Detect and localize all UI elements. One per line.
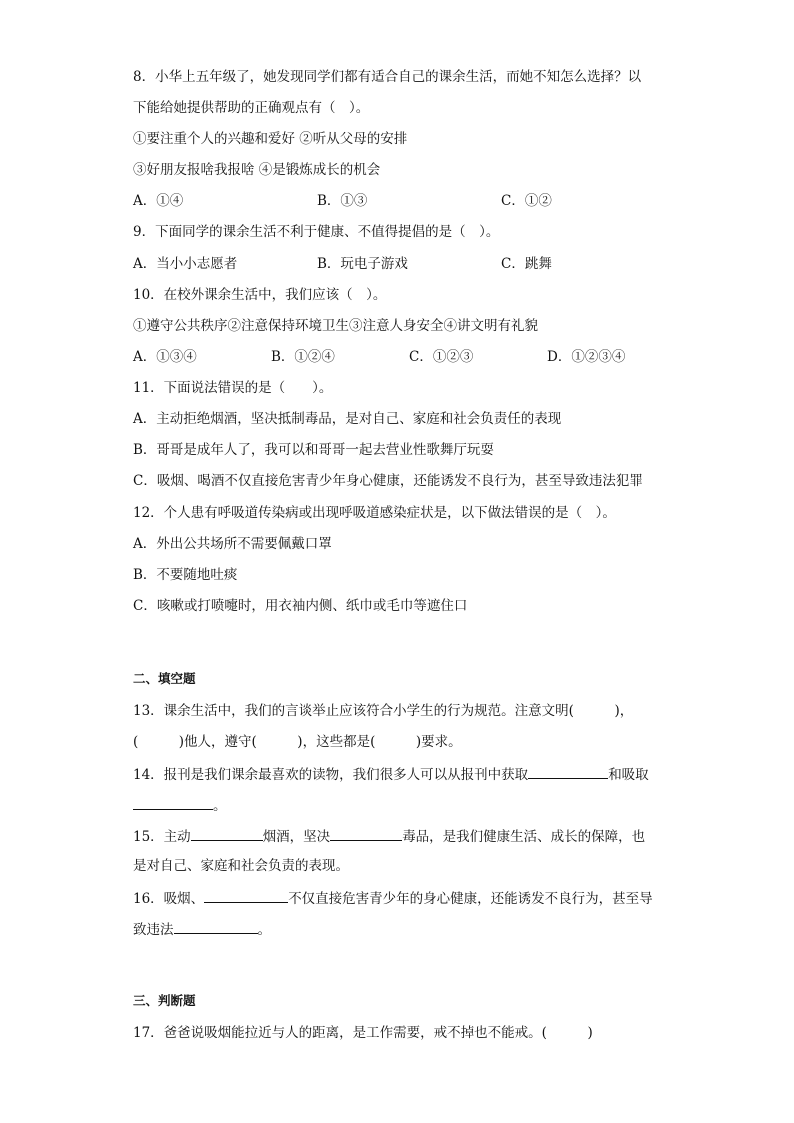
q10-option-a[interactable]: A．①③④	[133, 349, 197, 365]
q16-text-a: 16．吸烟、	[133, 891, 205, 907]
q16-line1	[133, 888, 653, 908]
q15-line1	[133, 826, 645, 846]
q8-option-a[interactable]: A．①④	[133, 193, 184, 209]
q11-stem: 11．下面说法错误的是（ ）。	[133, 380, 333, 396]
q12-option-c[interactable]: C．咳嗽或打喷嚏时，用衣袖内侧、纸巾或毛巾等遮住口	[133, 598, 468, 614]
q10-option-d[interactable]: D．①②③④	[547, 349, 626, 365]
q14-text-b: 和吸取	[608, 767, 649, 783]
q8-stem-line2: 下能给她提供帮助的正确观点有（ ）。	[133, 100, 370, 116]
q16-blank-2[interactable]	[174, 919, 258, 934]
q14-text-a: 14．报刊是我们课余最喜欢的读物，我们很多人可以从报刊中获取	[133, 767, 529, 783]
q15-blank-1[interactable]	[191, 826, 263, 841]
q13-line1: 13．课余生活中，我们的言谈举止应该符合小学生的行为规范。注意文明( )，	[133, 703, 634, 719]
q8-option-c[interactable]: C．①②	[501, 193, 552, 209]
section-judgment-title: 三、判断题	[133, 993, 196, 1008]
q8-items-line1: ①要注重个人的兴趣和爱好 ②听从父母的安排	[133, 131, 408, 147]
q12-option-a[interactable]: A．外出公共场所不需要佩戴口罩	[133, 536, 332, 552]
q9-option-a[interactable]: A．当小小志愿者	[133, 256, 238, 272]
q9-stem: 9．下面同学的课余生活不利于健康、不值得提倡的是（ ）。	[133, 224, 500, 240]
q14-blank-1[interactable]	[528, 764, 608, 779]
q15-blank-2[interactable]	[330, 826, 402, 841]
q11-option-a[interactable]: A．主动拒绝烟酒，坚决抵制毒品，是对自己、家庭和社会负责任的表现	[133, 411, 562, 427]
q10-option-c[interactable]: C．①②③	[409, 349, 474, 365]
q8-stem-line1: 8．小华上五年级了，她发现同学们都有适合自己的课余生活，而她不知怎么选择？以	[133, 69, 642, 85]
section-fill-in-title: 二、填空题	[133, 671, 196, 686]
q15-line2: 是对自己、家庭和社会负责的表现。	[133, 858, 349, 874]
q12-stem: 12．个人患有呼吸道传染病或出现呼吸道感染症状是，以下做法错误的是（ ）。	[133, 505, 616, 521]
q16-text-end: 。	[257, 922, 271, 938]
q8-items-line2: ③好朋友报啥我报啥 ④是锻炼成长的机会	[133, 162, 381, 178]
q8-option-b[interactable]: B．①③	[317, 193, 368, 209]
q16-text-c: 致违法	[133, 922, 174, 938]
q14-blank-2[interactable]	[133, 795, 213, 810]
q16-blank-1[interactable]	[204, 888, 288, 903]
q17-line: 17．爸爸说吸烟能拉近与人的距离，是工作需要，戒不掉也不能戒。( )	[133, 1025, 593, 1041]
q13-line2: ( )他人，遵守( )，这些都是( )要求。	[133, 734, 462, 750]
q9-option-c[interactable]: C．跳舞	[501, 256, 552, 272]
q10-option-b[interactable]: B．①②④	[271, 349, 335, 365]
q9-option-b[interactable]: B．玩电子游戏	[317, 256, 408, 272]
q15-text-c: 毒品，是我们健康生活、成长的保障，也	[402, 829, 646, 845]
q14-line1	[133, 764, 649, 784]
q11-option-b[interactable]: B．哥哥是成年人了，我可以和哥哥一起去营业性歌舞厅玩耍	[133, 442, 494, 458]
q14-line2	[133, 795, 227, 815]
q15-text-a: 15．主动	[133, 829, 191, 845]
q11-option-c[interactable]: C．吸烟、喝酒不仅直接危害青少年身心健康，还能诱发不良行为，甚至导致违法犯罪	[133, 473, 643, 489]
q14-text-end: 。	[213, 798, 227, 814]
q10-items: ①遵守公共秩序②注意保持环境卫生③注意人身安全④讲文明有礼貌	[133, 318, 538, 334]
q10-stem: 10．在校外课余生活中，我们应该（ ）。	[133, 287, 387, 303]
q16-text-b: 不仅直接危害青少年的身心健康，还能诱发不良行为，甚至导	[288, 891, 653, 907]
q15-text-b: 烟酒，坚决	[262, 829, 331, 845]
q16-line2	[133, 919, 271, 939]
q12-option-b[interactable]: B．不要随地吐痰	[133, 567, 238, 583]
